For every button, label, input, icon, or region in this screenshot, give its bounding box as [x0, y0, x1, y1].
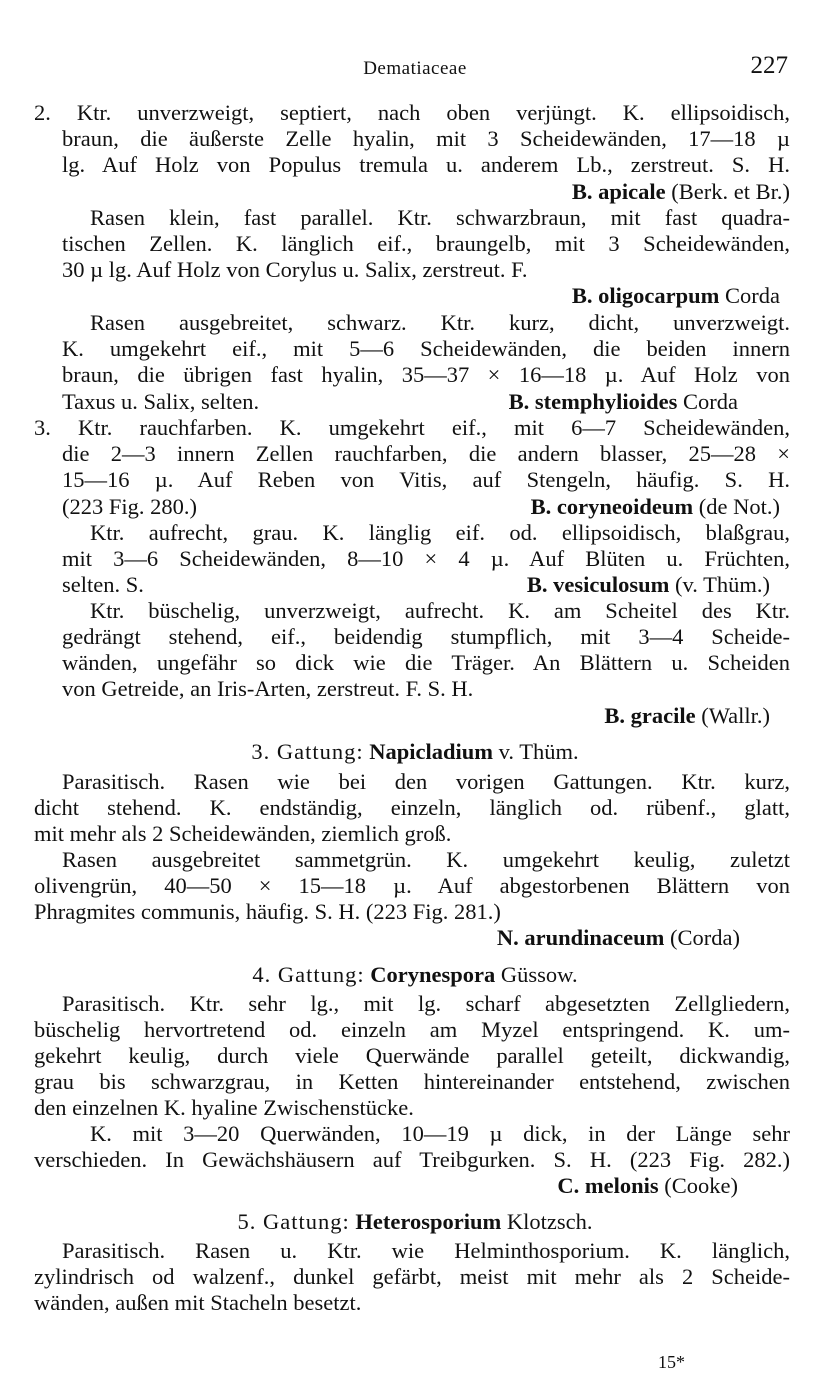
- species-name: B. apicale (Berk. et Br.): [571, 179, 790, 204]
- text-line: 3. Ktr. rauchfarben. K. umgekehrt eif., mit 6—7 Scheidewänden,: [34, 415, 790, 440]
- species-name: B. stemphylioides Corda: [508, 389, 738, 414]
- text-line: zylindrisch od walzenf., dunkel gefärbt, meist mit mehr als 2 Scheide-: [34, 1264, 790, 1289]
- text-line: Rasen ausgebreitet, schwarz. Ktr. kurz, dicht, unverzweigt.: [90, 310, 790, 335]
- text-line: Taxus u. Salix, selten.: [62, 389, 260, 414]
- text-line: Ktr. aufrecht, grau. K. länglig eif. od. ellipsoidisch, blaßgrau,: [90, 520, 790, 545]
- text-line: braun, die übrigen fast hyalin, 35—37 × 16—18 µ. Auf Holz von: [62, 362, 790, 387]
- genus-heading: 4. Gattung: Corynespora Güssow.: [252, 962, 578, 987]
- text-line: tischen Zellen. K. länglich eif., braungelb, mit 3 Scheidewänden,: [62, 231, 790, 256]
- text-line: mit 3—6 Scheidewänden, 8—10 × 4 µ. Auf Blüten u. Früchten,: [62, 546, 790, 571]
- text-line: 2. Ktr. unverzweigt, septiert, nach oben verjüngt. K. ellipsoidisch,: [34, 100, 790, 125]
- species-name: B. vesiculosum (v. Thüm.): [526, 572, 770, 597]
- running-head: Dematiaceae: [363, 58, 467, 79]
- text-line: von Getreide, an Iris-Arten, zerstreut. F. S. H.: [62, 676, 474, 701]
- text-line: die 2—3 innern Zellen rauchfarben, die andern blasser, 25—28 ×: [62, 441, 790, 466]
- text-line: 15—16 µ. Auf Reben von Vitis, auf Stengeln, häufig. S. H.: [62, 467, 790, 492]
- text-line: selten. S.: [62, 572, 144, 597]
- signature-mark: 15*: [658, 1352, 685, 1372]
- text-line: (223 Fig. 280.): [62, 494, 197, 519]
- text-line: Parasitisch. Rasen u. Ktr. wie Helminthosporium. K. länglich,: [62, 1238, 790, 1263]
- text-line: gedrängt stehend, eif., beidendig stumpflich, mit 3—4 Scheide-: [62, 624, 790, 649]
- text-line: gekehrt keulig, durch viele Querwände parallel geteilt, dickwandig,: [34, 1043, 790, 1068]
- text-line: grau bis schwarzgrau, in Ketten hintereinander entstehend, zwischen: [34, 1069, 790, 1094]
- text-line: lg. Auf Holz von Populus tremula u. anderem Lb., zerstreut. S. H.: [62, 152, 790, 177]
- genus-heading: 5. Gattung: Heterosporium Klotzsch.: [237, 1209, 593, 1234]
- text-line: den einzelnen K. hyaline Zwischenstücke.: [34, 1095, 414, 1120]
- text-line: K. mit 3—20 Querwänden, 10—19 µ dick, in der Länge sehr: [90, 1121, 790, 1146]
- text-line: wänden, außen mit Stacheln besetzt.: [34, 1290, 362, 1315]
- page-number: 227: [750, 52, 788, 79]
- text-line: Parasitisch. Rasen wie bei den vorigen Gattungen. Ktr. kurz,: [62, 769, 790, 794]
- text-line: verschieden. In Gewächshäusern auf Treibgurken. S. H. (223 Fig. 282.): [34, 1147, 790, 1172]
- species-name: B. coryneoideum (de Not.): [530, 494, 780, 519]
- text-line: mit mehr als 2 Scheidewänden, ziemlich groß.: [34, 821, 452, 846]
- genus-heading: 3. Gattung: Napicladium v. Thüm.: [251, 739, 579, 764]
- text-line: Parasitisch. Ktr. sehr lg., mit lg. scharf abgesetzten Zellgliedern,: [62, 991, 790, 1016]
- text-line: 30 µ lg. Auf Holz von Corylus u. Salix, zerstreut. F.: [62, 257, 528, 282]
- text-line: Rasen klein, fast parallel. Ktr. schwarzbraun, mit fast quadra-: [90, 205, 790, 230]
- species-name: B. gracile (Wallr.): [604, 703, 770, 728]
- species-name: N. arundinaceum (Corda): [496, 925, 740, 950]
- text-line: Phragmites communis, häufig. S. H. (223 Fig. 281.): [34, 899, 501, 924]
- text-line: Ktr. büschelig, unverzweigt, aufrecht. K. am Scheitel des Ktr.: [90, 598, 790, 623]
- text-line: dicht stehend. K. endständig, einzeln, länglich od. rübenf., glatt,: [34, 795, 790, 820]
- species-name: B. oligocarpum Corda: [571, 283, 780, 308]
- text-line: Rasen ausgebreitet sammetgrün. K. umgekehrt keulig, zuletzt: [62, 847, 790, 872]
- text-line: olivengrün, 40—50 × 15—18 µ. Auf abgestorbenen Blättern von: [34, 873, 790, 898]
- page-header: [0, 52, 830, 88]
- species-name: C. melonis (Cooke): [557, 1173, 738, 1198]
- text-line: büschelig hervortretend od. einzeln am Myzel entspringend. K. um-: [34, 1017, 790, 1042]
- text-line: K. umgekehrt eif., mit 5—6 Scheidewänden, die beiden innern: [62, 336, 790, 361]
- text-line: braun, die äußerste Zelle hyalin, mit 3 Scheidewänden, 17—18 µ: [62, 126, 790, 151]
- text-line: wänden, ungefähr so dick wie die Träger. An Blättern u. Scheiden: [62, 650, 790, 675]
